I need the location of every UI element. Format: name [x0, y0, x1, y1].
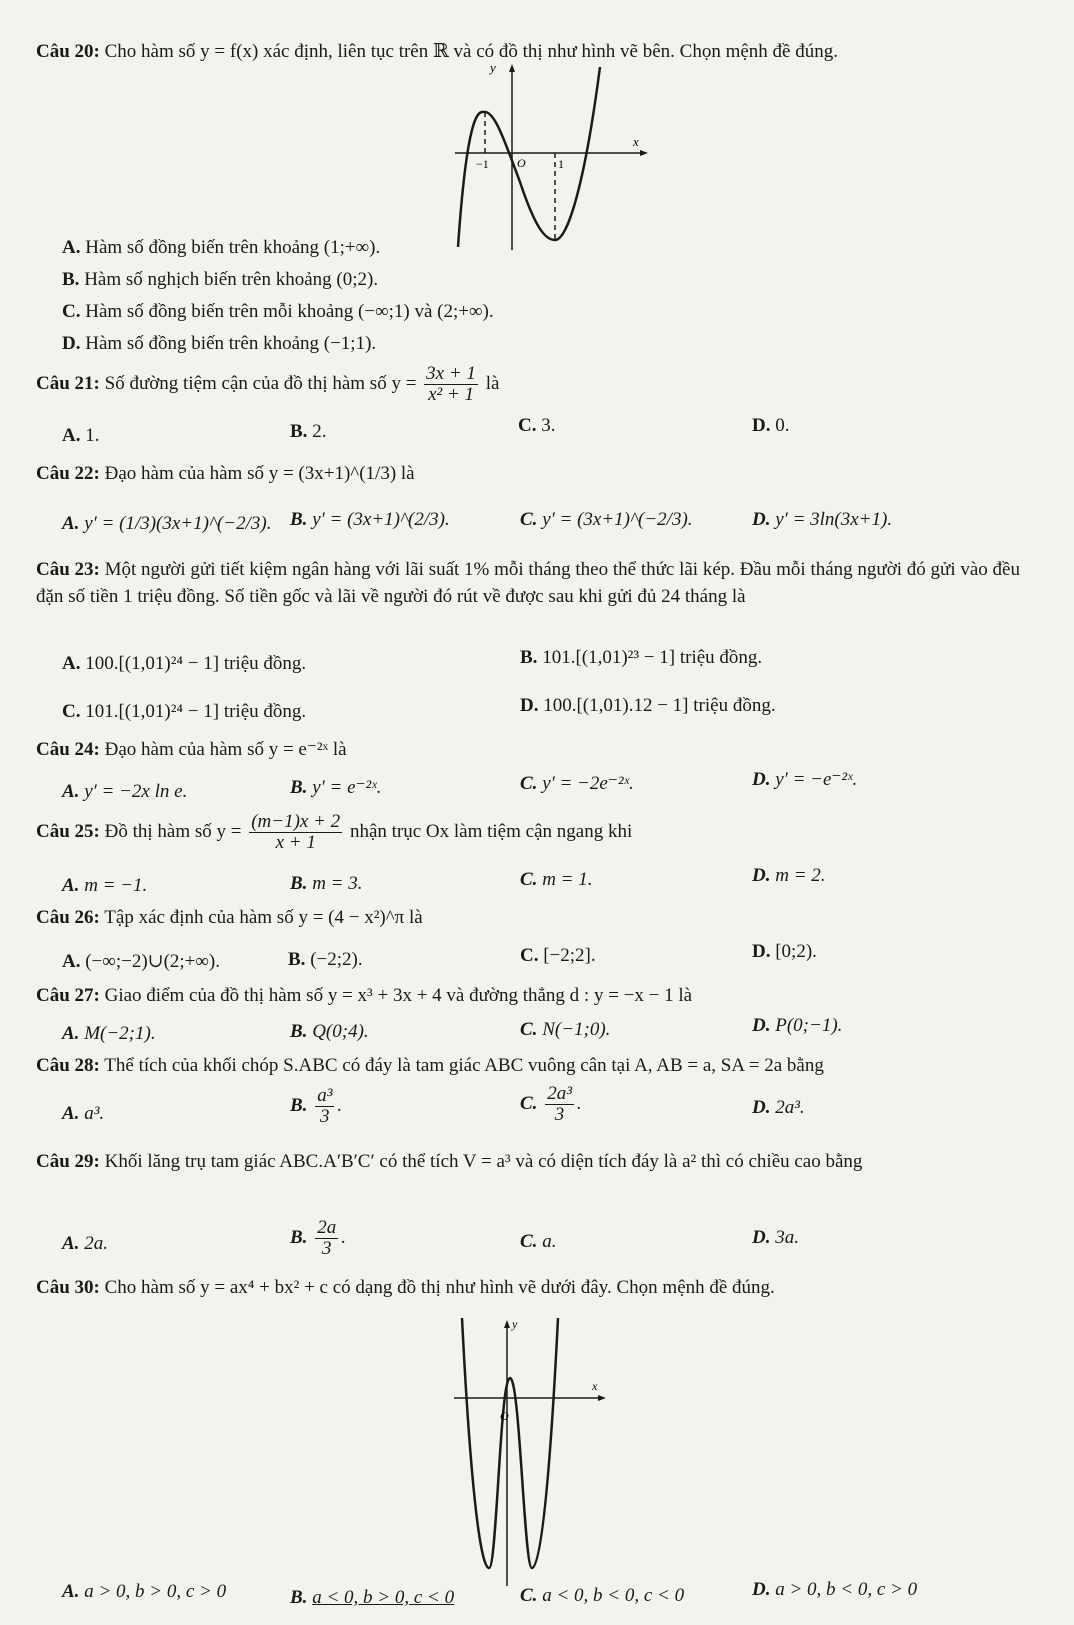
q22-option-b-label: B.	[290, 509, 308, 530]
q23-option-a-text: 100.[(1,01)²⁴ − 1] triệu đồng.	[85, 653, 307, 674]
q20-x-label: x	[633, 134, 639, 149]
q30-option-c-text: a < 0, b < 0, c < 0	[542, 1585, 685, 1606]
q26-option-b-text: (−2;2).	[310, 949, 363, 970]
q28-option-c-fraction	[545, 1084, 574, 1125]
q29-option-c[interactable]	[520, 1230, 556, 1254]
q21-option-c[interactable]	[518, 414, 555, 438]
q30-option-c-label: C.	[520, 1585, 538, 1606]
q30-option-d-label: D.	[752, 1579, 771, 1600]
q28-option-c[interactable]: C. $\frac{\text{2a³}}{3}$ .	[520, 1083, 582, 1125]
q27-option-b[interactable]	[290, 1020, 369, 1044]
q27-stem	[36, 984, 692, 1008]
q25-option-b-label: B.	[290, 873, 308, 894]
q30-text: Cho hàm số y = ax⁴ + bx² + c có dạng đồ thị như hình vẽ dưới đây. Chọn mệnh đề đúng.	[104, 1277, 775, 1298]
q23-title: Câu 23:	[36, 559, 100, 580]
q22-option-c[interactable]	[520, 508, 693, 532]
q25-stem	[36, 812, 632, 853]
q22-option-c-label: C.	[520, 509, 538, 530]
q20-option-b[interactable]	[62, 268, 378, 292]
q26-option-d-label: D.	[752, 941, 771, 962]
q21-text-before: Số đường tiệm cận của đồ thị hàm số y =	[104, 372, 417, 394]
q30-stem	[36, 1276, 775, 1300]
q25-numerator: (m−1)x + 2	[251, 811, 341, 832]
q28-option-c-label: C.	[520, 1092, 538, 1114]
q20-y-label: y	[490, 60, 496, 75]
q25-option-b[interactable]	[290, 872, 362, 896]
q30-option-c[interactable]	[520, 1584, 684, 1608]
q24-option-c[interactable]	[520, 772, 634, 796]
q20-option-b-text: Hàm số nghịch biến trên khoảng (0;2).	[84, 269, 379, 290]
q26-option-a[interactable]	[62, 950, 220, 974]
q26-option-c-label: C.	[520, 945, 539, 966]
q20-option-b-label: B.	[62, 269, 80, 290]
q30-option-b-text: a < 0, b > 0, c < 0	[312, 1587, 455, 1608]
q23-option-c[interactable]	[62, 700, 306, 724]
q24-option-d-text: y′ = −e⁻²ˣ.	[775, 769, 858, 790]
q24-title: Câu 24:	[36, 739, 100, 760]
q21-fraction	[424, 364, 478, 405]
q21-option-d-label: D.	[752, 415, 771, 436]
q30-option-a-label: A.	[62, 1581, 80, 1602]
q27-option-a-label: A.	[62, 1023, 80, 1044]
q24-option-a-label: A.	[62, 781, 80, 802]
q27-option-d-text: P(0;−1).	[775, 1015, 843, 1036]
q20-option-c-text: Hàm số đồng biến trên mỗi khoảng (−∞;1) và (2;+∞).	[85, 301, 494, 322]
q21-option-b-label: B.	[290, 421, 308, 442]
q23-option-c-label: C.	[62, 701, 81, 722]
q20-stem	[36, 40, 838, 64]
q29-option-a-text: 2a.	[84, 1233, 108, 1254]
q29-option-b-den: 3	[321, 1238, 332, 1259]
q28-option-c-num: 2a³	[547, 1083, 572, 1104]
q27-option-a[interactable]	[62, 1022, 156, 1046]
q21-option-d[interactable]	[752, 414, 789, 438]
q29-stem	[36, 1148, 1036, 1176]
q23-option-a-label: A.	[62, 653, 81, 674]
q25-option-a-text: m = −1.	[84, 875, 148, 896]
q25-title: Câu 25:	[36, 820, 100, 842]
q26-stem	[36, 906, 423, 930]
q28-stem	[36, 1054, 824, 1078]
q24-option-c-label: C.	[520, 773, 538, 794]
q23-option-d-label: D.	[520, 695, 539, 716]
q30-y-label: y	[512, 1317, 518, 1331]
q20-title: Câu 20:	[36, 41, 100, 62]
q21-option-c-text: 3.	[541, 415, 556, 436]
q23-option-b[interactable]	[520, 646, 762, 670]
q26-option-d[interactable]	[752, 940, 817, 964]
q23-stem	[36, 556, 1036, 610]
q30-graph	[452, 1318, 612, 1588]
q23-option-d[interactable]	[520, 694, 776, 718]
q29-option-a-label: A.	[62, 1233, 80, 1254]
q28-option-b-label: B.	[290, 1094, 308, 1116]
q28-option-b-num: a³	[317, 1085, 333, 1106]
q28-text: Thể tích của khối chóp S.ABC có đáy là tam giác ABC vuông cân tại A, AB = a, SA = 2a bằng	[104, 1055, 824, 1076]
q21-option-a[interactable]	[62, 424, 99, 448]
q24-option-a[interactable]	[62, 780, 187, 804]
q22-option-a-text: y′ = (1/3)(3x+1)^(−2/3).	[84, 513, 272, 534]
q27-title: Câu 27:	[36, 985, 100, 1006]
q27-option-c-text: N(−1;0).	[542, 1019, 611, 1040]
q26-option-a-text: (−∞;−2)∪(2;+∞).	[85, 951, 221, 972]
q20-origin: O	[517, 156, 526, 170]
q28-option-a-text: a³.	[84, 1103, 105, 1124]
q21-numerator: 3x + 1	[426, 363, 476, 384]
q24-option-d[interactable]	[752, 768, 857, 792]
q25-text-after: nhận trục Ox làm tiệm cận ngang khi	[349, 820, 633, 842]
q25-option-c[interactable]	[520, 868, 592, 892]
q29-option-d[interactable]	[752, 1226, 799, 1250]
q30-curve	[462, 1318, 558, 1568]
q25-option-d[interactable]	[752, 864, 826, 888]
q29-text: Khối lăng trụ tam giác ABC.A′B′C′ có thể tích V = a³ và có diện tích đáy là a² thì có chiều cao bằng	[104, 1151, 863, 1172]
q25-fraction	[249, 812, 342, 853]
q29-title: Câu 29:	[36, 1151, 100, 1172]
q29-option-c-text: a.	[542, 1231, 557, 1252]
q20-option-c[interactable]	[62, 300, 494, 324]
q22-option-b-text: y′ = (3x+1)^(2/3).	[312, 509, 450, 530]
q22-option-b[interactable]	[290, 508, 450, 532]
q28-option-a-label: A.	[62, 1103, 80, 1124]
q30-option-a-text: a > 0, b > 0, c > 0	[84, 1581, 227, 1602]
q26-option-c-text: [−2;2].	[543, 945, 596, 966]
q27-option-b-text: Q(0;4).	[312, 1021, 369, 1042]
q27-text: Giao điểm của đồ thị hàm số y = x³ + 3x + 4 và đường thẳng d : y = −x − 1 là	[104, 985, 693, 1006]
q30-y-arrow	[504, 1320, 510, 1328]
q20-text: Cho hàm số y = f(x) xác định, liên tục trên ℝ và có đồ thị như hình vẽ bên. Chọn mệnh đề đúng.	[104, 41, 838, 62]
q30-option-a[interactable]	[62, 1580, 226, 1604]
q26-text: Tập xác định của hàm số y = (4 − x²)^π là	[104, 907, 423, 928]
q23-option-d-text: 100.[(1,01).12 − 1] triệu đồng.	[543, 695, 776, 716]
q26-option-c[interactable]	[520, 944, 596, 968]
q24-stem	[36, 738, 347, 762]
q27-option-d[interactable]	[752, 1014, 842, 1038]
q28-option-d[interactable]	[752, 1096, 805, 1120]
q28-title: Câu 28:	[36, 1055, 100, 1076]
q29-option-c-label: C.	[520, 1231, 538, 1252]
q20-option-c-label: C.	[62, 301, 81, 322]
q27-option-c[interactable]	[520, 1018, 610, 1042]
q25-denominator: x + 1	[275, 832, 316, 853]
q29-option-d-label: D.	[752, 1227, 771, 1248]
q26-option-d-text: [0;2).	[775, 941, 817, 962]
q27-option-c-label: C.	[520, 1019, 538, 1040]
q25-option-c-label: C.	[520, 869, 538, 890]
q20-option-a-label: A.	[62, 237, 81, 258]
q21-option-a-text: 1.	[85, 425, 100, 446]
q30-option-d-text: a > 0, b < 0, c > 0	[775, 1579, 918, 1600]
q28-option-d-text: 2a³.	[775, 1097, 805, 1118]
q22-option-a-label: A.	[62, 513, 80, 534]
q26-title: Câu 26:	[36, 907, 100, 928]
q21-option-d-text: 0.	[775, 415, 790, 436]
q30-x-label: x	[592, 1379, 598, 1393]
q25-option-c-text: m = 1.	[542, 869, 593, 890]
q30-option-d[interactable]	[752, 1578, 917, 1602]
q23-option-b-text: 101.[(1,01)²³ − 1] triệu đồng.	[542, 647, 763, 668]
q26-option-b[interactable]	[288, 948, 363, 972]
q24-text: Đạo hàm của hàm số y = e⁻²ˣ là	[104, 739, 347, 760]
q29-option-b-num: 2a	[317, 1217, 337, 1238]
q22-option-d-label: D.	[752, 509, 771, 530]
q30-option-b-label: B.	[290, 1587, 308, 1608]
q22-option-a[interactable]	[62, 512, 271, 536]
q21-option-a-label: A.	[62, 425, 81, 446]
q21-option-b-text: 2.	[312, 421, 327, 442]
q23-text: Một người gửi tiết kiệm ngân hàng với lãi suất 1% mỗi tháng theo thể thức lãi kép. Đầu mỗi tháng người đó gửi vào đều đặn số tiền 1 triệu đồng. Số tiền gốc và lãi về người đó rút về được sau khi gửi đủ 24 tháng là	[36, 559, 1020, 607]
q24-option-b-text: y′ = e⁻²ˣ.	[312, 777, 382, 798]
q26-option-a-label: A.	[62, 951, 81, 972]
q28-option-b[interactable]: B. $\frac{\text{a³}}{3}$ .	[290, 1085, 343, 1127]
q24-option-d-label: D.	[752, 769, 771, 790]
q28-option-b-den: 3	[320, 1106, 330, 1127]
q23-option-c-text: 101.[(1,01)²⁴ − 1] triệu đồng.	[85, 701, 307, 722]
q29-option-b[interactable]: B. $\frac{2a}{3}$ .	[290, 1217, 346, 1259]
q20-option-d-label: D.	[62, 333, 81, 354]
q20-x-arrow	[640, 150, 648, 156]
q20-tick-neg: −1	[476, 157, 489, 171]
q24-option-b-label: B.	[290, 777, 308, 798]
q21-stem	[36, 364, 499, 405]
q21-option-b[interactable]	[290, 420, 326, 444]
q24-option-b[interactable]	[290, 776, 381, 800]
q30-origin: O	[500, 1409, 509, 1423]
q28-option-b-fraction	[315, 1086, 334, 1127]
q20-option-a-text: Hàm số đồng biến trên khoảng (1;+∞).	[85, 237, 381, 258]
q25-option-b-text: m = 3.	[312, 873, 363, 894]
q28-option-d-label: D.	[752, 1097, 771, 1118]
q22-option-c-text: y′ = (3x+1)^(−2/3).	[542, 509, 693, 530]
q23-option-a[interactable]	[62, 652, 306, 676]
q24-option-a-text: y′ = −2x ln e.	[84, 781, 188, 802]
q24-option-c-text: y′ = −2e⁻²ˣ.	[542, 773, 634, 794]
q30-x-arrow	[598, 1395, 606, 1401]
q20-option-d[interactable]	[62, 332, 376, 356]
q25-option-d-label: D.	[752, 865, 771, 886]
q20-option-d-text: Hàm số đồng biến trên khoảng (−1;1).	[85, 333, 377, 354]
q29-option-b-label: B.	[290, 1226, 308, 1248]
q20-y-arrow	[509, 64, 515, 72]
q22-option-d-text: y′ = 3ln(3x+1).	[775, 509, 893, 530]
q21-title: Câu 21:	[36, 372, 100, 394]
q20-option-a[interactable]	[62, 236, 380, 260]
q27-option-a-text: M(−2;1).	[84, 1023, 156, 1044]
q27-option-d-label: D.	[752, 1015, 771, 1036]
q20-graph	[450, 62, 650, 252]
q25-option-a-label: A.	[62, 875, 80, 896]
q22-text: Đạo hàm của hàm số y = (3x+1)^(1/3) là	[104, 463, 415, 484]
q23-option-b-label: B.	[520, 647, 538, 668]
q25-option-d-text: m = 2.	[775, 865, 826, 886]
q26-option-b-label: B.	[288, 949, 306, 970]
q29-option-d-text: 3a.	[775, 1227, 799, 1248]
q21-text-after: là	[485, 372, 500, 394]
q21-denominator: x² + 1	[428, 384, 475, 405]
q22-stem	[36, 462, 415, 486]
q30-title: Câu 30:	[36, 1277, 100, 1298]
q27-option-b-label: B.	[290, 1021, 308, 1042]
q28-option-a[interactable]	[62, 1102, 104, 1126]
q29-option-b-fraction	[315, 1218, 338, 1259]
q28-option-c-den: 3	[554, 1104, 565, 1125]
q25-text-before: Đồ thị hàm số y =	[104, 820, 242, 842]
q25-option-a[interactable]	[62, 874, 147, 898]
q20-tick-pos: 1	[558, 157, 564, 171]
q30-option-b[interactable]	[290, 1586, 454, 1610]
q21-option-c-label: C.	[518, 415, 537, 436]
q22-title: Câu 22:	[36, 463, 100, 484]
q29-option-a[interactable]	[62, 1232, 108, 1256]
q22-option-d[interactable]	[752, 508, 892, 532]
